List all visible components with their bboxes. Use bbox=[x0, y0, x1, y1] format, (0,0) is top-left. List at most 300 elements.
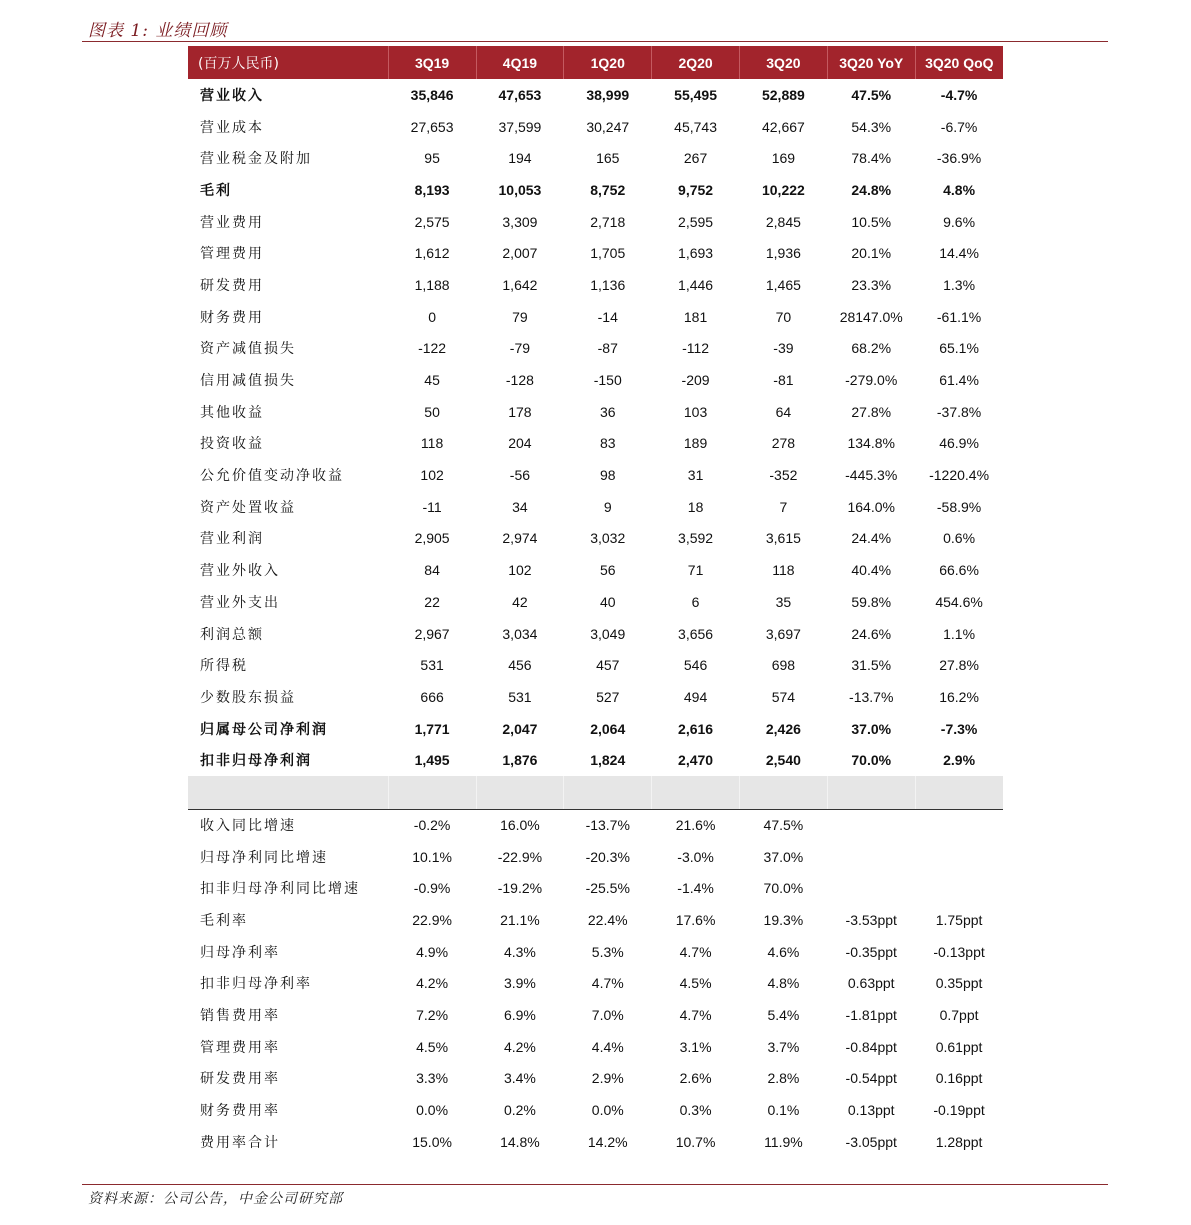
table-cell: 24.4% bbox=[851, 530, 892, 547]
row-label: 信用减值损失 bbox=[200, 373, 296, 390]
table-body bbox=[188, 79, 1003, 1158]
table-cell: 3,309 bbox=[502, 213, 538, 230]
table-cell: 66.6% bbox=[939, 562, 979, 579]
table-cell: 52,889 bbox=[761, 86, 805, 103]
row-label: 研发费用率 bbox=[200, 1071, 280, 1088]
table-cell: 59.8% bbox=[851, 593, 892, 610]
header-period-4: 2Q20 bbox=[652, 46, 740, 79]
table-cell: -7.3% bbox=[940, 720, 978, 737]
table-cell: 278 bbox=[771, 435, 796, 452]
table-cell: 4.3% bbox=[503, 943, 536, 960]
table-cell: 20.1% bbox=[851, 245, 892, 262]
table-cell: -3.53ppt bbox=[845, 912, 897, 929]
table-cell: 22.9% bbox=[412, 912, 452, 929]
table-cell: 11.9% bbox=[764, 1133, 803, 1150]
table-cell: 164.0% bbox=[847, 498, 895, 515]
table-cell: 47.5% bbox=[851, 86, 892, 103]
table-cell: 2,047 bbox=[502, 720, 538, 737]
row-label: 其他收益 bbox=[200, 404, 264, 421]
table-cell: 2.8% bbox=[767, 1070, 800, 1087]
table-cell: 27.8% bbox=[851, 403, 892, 420]
row-label: 营业收入 bbox=[200, 87, 264, 104]
table-cell: -20.3% bbox=[585, 848, 630, 865]
table-cell: 3,034 bbox=[502, 625, 538, 642]
row-label: 资产处置收益 bbox=[200, 499, 296, 516]
table-cell: 2.9% bbox=[591, 1070, 624, 1087]
table-cell: -39 bbox=[773, 340, 794, 357]
table-cell: 4.8% bbox=[943, 181, 976, 198]
table-header-row bbox=[188, 46, 1003, 79]
bottom-rule bbox=[82, 1184, 1108, 1185]
table-cell: 134.8% bbox=[847, 435, 895, 452]
table-cell: -13.7% bbox=[849, 688, 894, 705]
table-cell: 165 bbox=[596, 150, 620, 167]
table-cell: 98 bbox=[599, 467, 616, 484]
table-cell: -122 bbox=[418, 340, 447, 357]
table-cell: 2,426 bbox=[765, 720, 801, 737]
table-cell: -128 bbox=[505, 372, 534, 389]
table-cell: -37.8% bbox=[936, 403, 982, 420]
table-cell: 0.16ppt bbox=[935, 1070, 983, 1087]
table-cell bbox=[915, 873, 1003, 905]
table-cell: 6.9% bbox=[503, 1007, 536, 1024]
row-label: 资产减值损失 bbox=[200, 341, 296, 358]
table-cell: 1,693 bbox=[678, 245, 714, 262]
table-row bbox=[188, 809, 1003, 841]
table-row bbox=[188, 649, 1003, 681]
table-row bbox=[188, 364, 1003, 396]
table-cell: 1,612 bbox=[414, 245, 450, 262]
table-cell: 666 bbox=[420, 688, 444, 705]
table-cell: 1.3% bbox=[943, 276, 976, 293]
table-row bbox=[188, 491, 1003, 523]
table-cell: 3,032 bbox=[590, 530, 626, 547]
table-cell: -22.9% bbox=[497, 848, 543, 865]
header-period-2: 4Q19 bbox=[476, 46, 564, 79]
table-cell: 4.5% bbox=[416, 1038, 449, 1055]
row-label: 营业费用 bbox=[200, 214, 264, 231]
table-cell: 2,007 bbox=[502, 245, 538, 262]
table-cell: 4.9% bbox=[416, 943, 449, 960]
table-cell: 118 bbox=[772, 562, 795, 579]
header-period-3: 1Q20 bbox=[564, 46, 652, 79]
row-label: 投资收益 bbox=[200, 436, 264, 453]
table-cell: 5.3% bbox=[591, 943, 624, 960]
table-cell: 4.2% bbox=[416, 975, 449, 992]
table-row bbox=[188, 713, 1003, 745]
table-cell: 457 bbox=[596, 657, 620, 674]
table-cell: 14.8% bbox=[500, 1133, 540, 1150]
table-cell: -0.13ppt bbox=[933, 943, 985, 960]
table-cell: 40 bbox=[599, 593, 616, 610]
table-cell: -11 bbox=[422, 498, 442, 515]
table-cell: 0.7ppt bbox=[939, 1007, 979, 1024]
table-cell: 3.3% bbox=[416, 1070, 449, 1087]
table-cell: 15.0% bbox=[412, 1133, 452, 1150]
table-cell: 95 bbox=[424, 150, 440, 167]
table-row bbox=[188, 841, 1003, 873]
table-cell: 2,064 bbox=[590, 720, 626, 737]
row-label: 毛利率 bbox=[200, 913, 248, 930]
table-cell: 35 bbox=[775, 593, 792, 610]
table-cell: 14.4% bbox=[939, 245, 979, 262]
table-cell: -0.54ppt bbox=[845, 1070, 897, 1087]
table-cell: 9 bbox=[603, 498, 612, 515]
row-label: 公允价值变动净收益 bbox=[200, 468, 344, 485]
table-cell: 267 bbox=[683, 150, 708, 167]
table-cell: 45,743 bbox=[674, 118, 717, 135]
table-cell: 1,771 bbox=[414, 720, 450, 737]
table-cell: 27.8% bbox=[939, 657, 979, 674]
table-cell: 178 bbox=[508, 403, 532, 420]
table-cell: 6 bbox=[691, 593, 700, 610]
table-cell: 1,824 bbox=[590, 752, 626, 769]
table-cell: 0.6% bbox=[943, 530, 976, 547]
table-cell: 7 bbox=[779, 498, 788, 515]
row-label: 扣非归母净利润 bbox=[200, 753, 312, 770]
table-cell: -112 bbox=[682, 340, 710, 357]
table-cell: 37,599 bbox=[498, 118, 542, 135]
table-cell: 2,470 bbox=[678, 752, 714, 769]
table-cell: 55,495 bbox=[674, 86, 717, 103]
table-row bbox=[188, 744, 1003, 776]
table-row bbox=[188, 554, 1003, 586]
table-cell: -61.1% bbox=[936, 308, 982, 325]
table-cell: 5.4% bbox=[767, 1007, 800, 1024]
table-cell: 189 bbox=[683, 435, 708, 452]
table-cell: 1.1% bbox=[943, 625, 976, 642]
table-cell: 2,845 bbox=[765, 213, 801, 230]
table-cell: 531 bbox=[508, 688, 532, 705]
row-label: 销售费用率 bbox=[200, 1008, 280, 1025]
row-label: 毛利 bbox=[200, 182, 232, 199]
table-cell: -352 bbox=[769, 467, 798, 484]
table-cell bbox=[827, 809, 915, 841]
table-cell: 70.0% bbox=[763, 880, 804, 897]
table-cell: 4.7% bbox=[679, 943, 712, 960]
table-cell: 1,446 bbox=[678, 276, 714, 293]
table-cell: 3,656 bbox=[678, 625, 714, 642]
table-row bbox=[188, 396, 1003, 428]
table-cell: 2,595 bbox=[678, 213, 714, 230]
table-cell: 42 bbox=[512, 593, 528, 610]
table-cell: -36.9% bbox=[936, 150, 982, 167]
table-row bbox=[188, 586, 1003, 618]
table-cell: 3.4% bbox=[503, 1070, 536, 1087]
table-cell: 24.8% bbox=[851, 181, 892, 198]
table-cell: 4.2% bbox=[503, 1038, 536, 1055]
table-cell: 45 bbox=[424, 372, 440, 389]
table-cell: -0.19ppt bbox=[933, 1102, 985, 1119]
row-label: 扣非归母净利同比增速 bbox=[200, 881, 360, 898]
table-cell bbox=[915, 841, 1003, 873]
table-cell: 1,642 bbox=[502, 276, 538, 293]
table-cell: 16.0% bbox=[500, 817, 540, 834]
table-row bbox=[188, 237, 1003, 269]
table-cell: 83 bbox=[599, 435, 616, 452]
table-row bbox=[188, 936, 1003, 968]
row-label: 管理费用率 bbox=[200, 1039, 280, 1056]
row-label: 管理费用 bbox=[200, 246, 264, 263]
table-row bbox=[188, 301, 1003, 333]
table-row bbox=[188, 142, 1003, 174]
table-cell: 8,752 bbox=[590, 181, 626, 198]
table-cell: 42,667 bbox=[761, 118, 805, 135]
table-cell: -13.7% bbox=[585, 817, 630, 834]
table-cell: 7.2% bbox=[416, 1007, 449, 1024]
table-cell: -279.0% bbox=[845, 372, 898, 389]
table-row bbox=[188, 1031, 1003, 1063]
table-cell: 1,465 bbox=[765, 276, 801, 293]
table-cell: -3.05ppt bbox=[845, 1133, 897, 1150]
table-row bbox=[188, 459, 1003, 491]
table-cell: 118 bbox=[420, 435, 444, 452]
separator-cell bbox=[652, 776, 740, 809]
table-cell: 0.61ppt bbox=[935, 1038, 983, 1055]
table-cell: 2.6% bbox=[679, 1070, 712, 1087]
table-cell: 494 bbox=[683, 688, 708, 705]
table-cell: 10.1% bbox=[412, 848, 452, 865]
row-label: 归属母公司净利润 bbox=[200, 721, 328, 738]
header-period-6: 3Q20 YoY bbox=[827, 46, 915, 79]
table-cell: -6.7% bbox=[940, 118, 978, 135]
row-label: 营业利润 bbox=[200, 531, 264, 548]
header-period-1: 3Q19 bbox=[388, 46, 476, 79]
table-cell: 21.6% bbox=[675, 817, 716, 834]
table-row bbox=[188, 618, 1003, 650]
table-row bbox=[188, 681, 1003, 713]
source-note: 资料来源：公司公告，中金公司研究部 bbox=[88, 1191, 343, 1207]
table-cell: -56 bbox=[509, 467, 531, 484]
table-cell: 4.5% bbox=[679, 975, 712, 992]
table-cell: 10.5% bbox=[851, 213, 892, 230]
top-rule bbox=[82, 41, 1108, 42]
table-cell: 2,616 bbox=[678, 720, 714, 737]
table-cell: 9,752 bbox=[678, 181, 714, 198]
row-label: 营业成本 bbox=[200, 119, 264, 136]
table-row bbox=[188, 873, 1003, 905]
table-cell: 37.0% bbox=[851, 720, 892, 737]
header-unit-label: (百万人民币) bbox=[188, 46, 388, 79]
table-cell: 1,495 bbox=[414, 752, 450, 769]
row-label: 收入同比增速 bbox=[200, 818, 296, 835]
table-cell bbox=[915, 809, 1003, 841]
table-cell: 0.3% bbox=[679, 1102, 712, 1119]
separator-cell bbox=[564, 776, 652, 809]
table-cell: 102 bbox=[420, 467, 444, 484]
table-row bbox=[188, 269, 1003, 301]
table-cell: 0.1% bbox=[767, 1102, 800, 1119]
table-cell: 698 bbox=[771, 657, 796, 674]
table-cell: 30,247 bbox=[586, 118, 630, 135]
table-cell: 0.13ppt bbox=[847, 1102, 895, 1119]
table-cell: 0.63ppt bbox=[847, 975, 895, 992]
table-cell: 16.2% bbox=[939, 688, 979, 705]
separator-cell bbox=[915, 776, 1003, 809]
table-cell: 84 bbox=[424, 562, 440, 579]
table-cell: 24.6% bbox=[851, 625, 892, 642]
row-label: 研发费用 bbox=[200, 277, 264, 294]
header-period-7: 3Q20 QoQ bbox=[915, 46, 1003, 79]
table-cell: -209 bbox=[681, 372, 710, 389]
table-cell: 546 bbox=[683, 657, 708, 674]
table-cell: 0.0% bbox=[416, 1102, 449, 1119]
table-cell: -0.35ppt bbox=[845, 943, 897, 960]
table-row bbox=[188, 1063, 1003, 1095]
table-cell: 10.7% bbox=[675, 1133, 716, 1150]
table-cell: -58.9% bbox=[936, 498, 982, 515]
table-cell: 0.35ppt bbox=[935, 975, 983, 992]
table-cell: 46.9% bbox=[939, 435, 979, 452]
table-cell: 1,136 bbox=[590, 276, 626, 293]
table-cell bbox=[827, 841, 915, 873]
table-cell: 0.2% bbox=[503, 1102, 536, 1119]
table-cell: 7.0% bbox=[591, 1007, 624, 1024]
separator-cell bbox=[739, 776, 827, 809]
table-cell: 1,876 bbox=[502, 752, 538, 769]
table-cell: -3.0% bbox=[677, 848, 714, 865]
table-cell: 1,705 bbox=[590, 245, 626, 262]
table-row bbox=[188, 968, 1003, 1000]
table-cell: -14 bbox=[597, 308, 618, 325]
table-cell: 23.3% bbox=[851, 276, 892, 293]
table-cell: 19.3% bbox=[763, 912, 804, 929]
table-cell: 10,053 bbox=[498, 181, 542, 198]
table-cell: 9.6% bbox=[943, 213, 976, 230]
table-cell: 17.6% bbox=[675, 912, 716, 929]
table-cell: 4.6% bbox=[767, 943, 800, 960]
table-cell: 38,999 bbox=[586, 86, 630, 103]
table-cell: 8,193 bbox=[414, 181, 450, 198]
table-cell: 3,697 bbox=[765, 625, 801, 642]
table-row bbox=[188, 428, 1003, 460]
table-cell: 31 bbox=[687, 467, 704, 484]
row-label: 利润总额 bbox=[200, 626, 264, 643]
table-cell: 3,615 bbox=[765, 530, 801, 547]
row-label: 归母净利率 bbox=[200, 944, 280, 961]
table-cell: 27,653 bbox=[410, 118, 454, 135]
table-cell: 3.9% bbox=[503, 975, 536, 992]
table-row bbox=[188, 174, 1003, 206]
table-cell: 35,846 bbox=[410, 86, 454, 103]
table-cell: 102 bbox=[508, 562, 532, 579]
table-cell: 47.5% bbox=[763, 817, 804, 834]
table-cell: 1,188 bbox=[414, 276, 450, 293]
table-cell: 2,540 bbox=[765, 752, 801, 769]
table-cell: -150 bbox=[593, 372, 622, 389]
table-cell: 2,905 bbox=[414, 530, 450, 547]
table-cell: -19.2% bbox=[497, 880, 543, 897]
table-cell: -1.81ppt bbox=[845, 1007, 897, 1024]
table-cell: -4.7% bbox=[940, 86, 978, 103]
table-row bbox=[188, 1094, 1003, 1126]
table-cell: -1.4% bbox=[677, 880, 714, 897]
table-row bbox=[188, 1126, 1003, 1158]
table-cell: 70.0% bbox=[851, 752, 892, 769]
table-cell: 103 bbox=[683, 403, 708, 420]
table-cell: 4.8% bbox=[767, 975, 800, 992]
table-cell: 37.0% bbox=[763, 848, 804, 865]
table-cell: 3.7% bbox=[767, 1038, 800, 1055]
table-cell: 2,967 bbox=[414, 625, 450, 642]
table-cell: -79 bbox=[509, 340, 531, 357]
table-cell: -25.5% bbox=[585, 880, 630, 897]
table-cell: -0.9% bbox=[413, 880, 451, 897]
table-row bbox=[188, 999, 1003, 1031]
row-label: 营业税金及附加 bbox=[200, 151, 312, 168]
table-cell: 50 bbox=[424, 403, 440, 420]
results-table bbox=[188, 46, 1003, 1158]
separator-cell bbox=[476, 776, 564, 809]
table-cell: -1220.4% bbox=[929, 467, 990, 484]
table-cell: 28147.0% bbox=[839, 308, 903, 325]
table-row bbox=[188, 523, 1003, 555]
table-cell: 4.4% bbox=[591, 1038, 624, 1055]
row-label: 费用率合计 bbox=[200, 1134, 280, 1151]
table-cell: 531 bbox=[420, 657, 444, 674]
table-cell: 71 bbox=[687, 562, 704, 579]
table-cell: 47,653 bbox=[498, 86, 542, 103]
table-cell: 169 bbox=[771, 150, 796, 167]
table-cell: 3,592 bbox=[678, 530, 714, 547]
table-cell: 527 bbox=[596, 688, 620, 705]
table-cell: 3.1% bbox=[679, 1038, 712, 1055]
table-cell: 454.6% bbox=[935, 593, 983, 610]
table-cell: 68.2% bbox=[851, 340, 892, 357]
table-row bbox=[188, 904, 1003, 936]
table-cell: -445.3% bbox=[845, 467, 898, 484]
separator-cell bbox=[827, 776, 915, 809]
header-period-5: 3Q20 bbox=[739, 46, 827, 79]
table-cell: 181 bbox=[683, 308, 708, 325]
table-cell: 78.4% bbox=[851, 150, 892, 167]
row-label: 扣非归母净利率 bbox=[200, 976, 312, 993]
table-cell: 10,222 bbox=[761, 181, 805, 198]
table-cell: -87 bbox=[597, 340, 618, 357]
table-cell: 2,575 bbox=[414, 213, 450, 230]
row-label: 财务费用 bbox=[200, 309, 264, 326]
row-label: 归母净利同比增速 bbox=[200, 849, 328, 866]
table-row bbox=[188, 206, 1003, 238]
table-cell: 36 bbox=[599, 403, 616, 420]
table-cell: 40.4% bbox=[851, 562, 892, 579]
table-cell: 21.1% bbox=[500, 912, 540, 929]
table-cell: 34 bbox=[512, 498, 528, 515]
table-cell: 2,718 bbox=[590, 213, 626, 230]
table-row bbox=[188, 333, 1003, 365]
table-cell: -0.84ppt bbox=[845, 1038, 897, 1055]
table-cell: 18 bbox=[687, 498, 704, 515]
table-cell: 0.0% bbox=[591, 1102, 624, 1119]
table-cell: 2,974 bbox=[502, 530, 538, 547]
table-cell: -0.2% bbox=[413, 817, 451, 834]
table-cell: 22 bbox=[424, 593, 440, 610]
table-cell: 456 bbox=[508, 657, 532, 674]
table-cell: 204 bbox=[508, 435, 532, 452]
row-label: 所得税 bbox=[200, 658, 248, 675]
table-cell: 3,049 bbox=[590, 625, 626, 642]
table-cell: 1.28ppt bbox=[935, 1133, 983, 1150]
table-cell bbox=[827, 873, 915, 905]
table-cell: 2.9% bbox=[943, 752, 976, 769]
table-cell: 79 bbox=[512, 308, 528, 325]
table-cell: 61.4% bbox=[939, 372, 979, 389]
table-cell: 4.7% bbox=[679, 1007, 712, 1024]
table-cell: 70 bbox=[775, 308, 792, 325]
table-row bbox=[188, 79, 1003, 111]
table-cell: 1.75ppt bbox=[935, 912, 983, 929]
row-label: 营业外收入 bbox=[200, 563, 280, 580]
